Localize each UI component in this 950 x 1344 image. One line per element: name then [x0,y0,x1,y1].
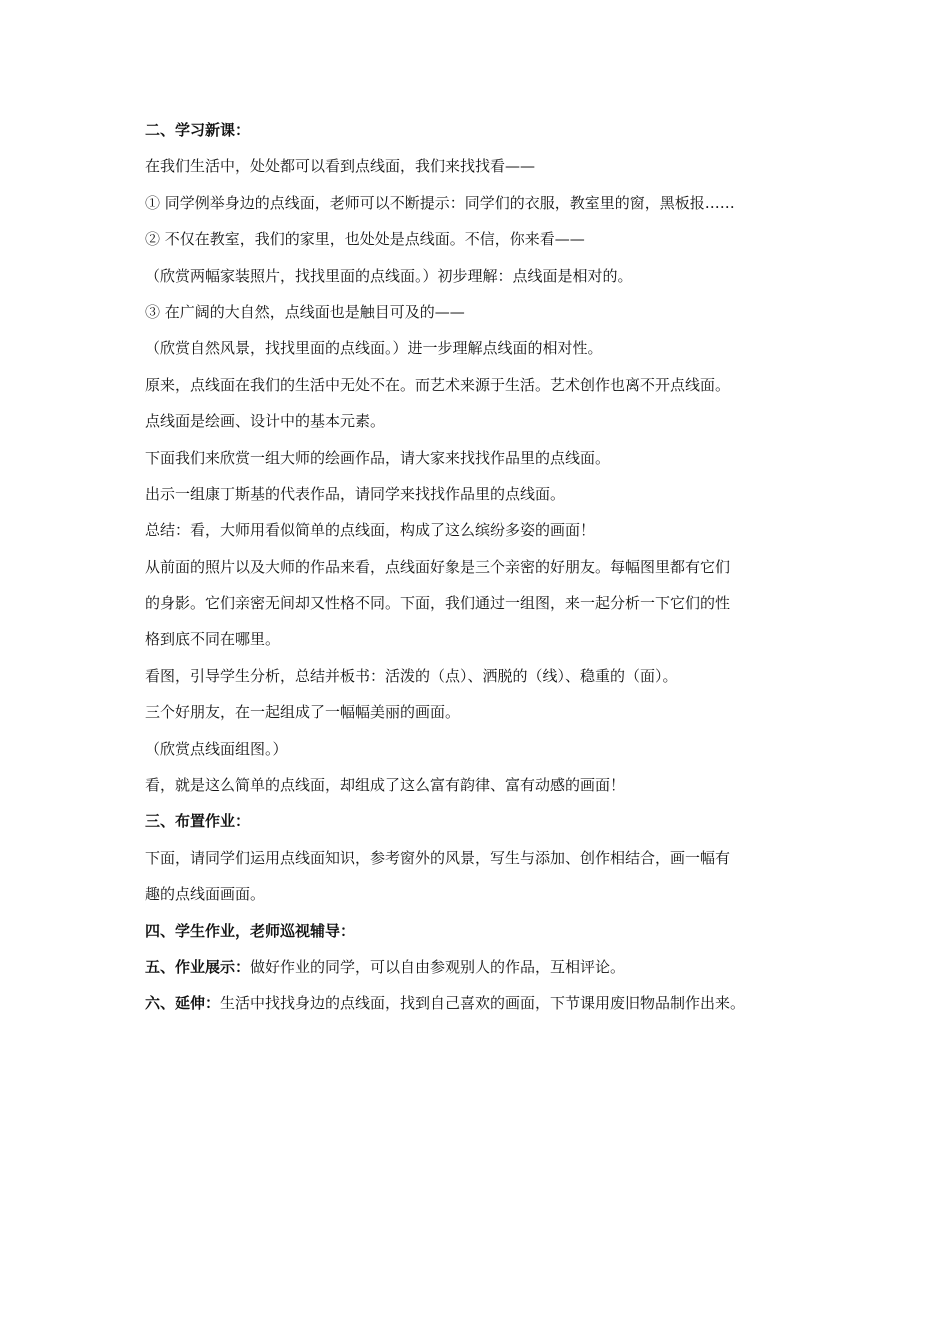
text-line [145,330,815,366]
text-line [145,876,815,912]
line-text: ② 不仅在教室，我们的家里，也处处是点线面。不信，你来看—— [145,230,585,249]
text-line [145,221,815,257]
section-heading: 二、学习新课： [145,121,251,139]
text-line [145,803,815,839]
section-heading: 三、布置作业： [145,812,251,831]
text-line [145,403,815,439]
section-heading: 四、学生作业，老师巡视辅导： [145,921,356,940]
text-line [145,658,815,694]
text-line [145,185,815,221]
text-line [145,694,815,730]
text-line [145,367,815,403]
line-text: 格到底不同在哪里。 [145,630,281,649]
line-text: （欣赏点线面组图。） [145,739,288,758]
text-line [145,731,815,767]
line-text: ③ 在广阔的大自然，点线面也是触目可及的—— [145,302,465,321]
line-text: 原来，点线面在我们的生活中无处不在。而艺术来源于生活。艺术创作也离不开点线面。 [145,375,731,394]
text-line [145,294,815,330]
text-line [145,148,815,184]
text-line [145,549,815,585]
text-line [145,621,815,657]
text-line [145,112,815,148]
line-text: 总结：看，大师用看似简单的点线面，构成了这么缤纷多姿的画面！ [145,521,596,540]
text-line [145,985,815,1021]
line-text: 看，就是这么简单的点线面，却组成了这么富有韵律、富有动感的画面！ [145,776,626,795]
text-line [145,949,815,985]
line-text: 三个好朋友，在一起组成了一幅幅美丽的画面。 [145,703,461,722]
text-line [145,512,815,548]
section-heading: 六、延伸： [145,994,221,1013]
line-text: （欣赏两幅家装照片，找找里面的点线面。）初步理解：点线面是相对的。 [145,266,633,285]
text-line [145,258,815,294]
text-line [145,767,815,803]
line-text: 点线面是绘画、设计中的基本元素。 [145,412,386,431]
line-text: 在我们生活中，处处都可以看到点线面，我们来找找看—— [145,157,536,176]
text-line [145,440,815,476]
line-text: 趣的点线面画面。 [145,885,266,904]
line-text: 看图，引导学生分析，总结并板书：活泼的（点）、洒脱的（线）、稳重的（面）。 [145,666,678,685]
line-text: 下面，请同学们运用点线面知识，参考窗外的风景，写生与添加、创作相结合，画一幅有 [145,848,731,867]
line-text: （欣赏自然风景，找找里面的点线面。）进一步理解点线面的相对性。 [145,339,603,358]
line-text: ① 同学例举身边的点线面，老师可以不断提示：同学们的衣服，教室里的窗，黑板报…… [145,193,735,212]
text-line [145,840,815,876]
line-text: 做好作业的同学，可以自由参观别人的作品，互相评论。 [250,957,626,976]
line-text: 的身影。它们亲密无间却又性格不同。下面，我们通过一组图，来一起分析一下它们的性 [145,594,731,613]
line-text: 从前面的照片以及大师的作品来看，点线面好象是三个亲密的好朋友。每幅图里都有它们 [145,557,731,576]
document-page [145,112,815,1022]
text-line [145,476,815,512]
text-line [145,585,815,621]
line-text: 下面我们来欣赏一组大师的绘画作品，请大家来找找作品里的点线面。 [145,448,611,467]
line-text: 出示一组康丁斯基的代表作品，请同学来找找作品里的点线面。 [145,484,566,503]
section-heading: 五、作业展示： [145,957,251,976]
text-line [145,913,815,949]
line-text: 生活中找找身边的点线面，找到自己喜欢的画面，下节课用废旧物品制作出来。 [220,994,746,1013]
